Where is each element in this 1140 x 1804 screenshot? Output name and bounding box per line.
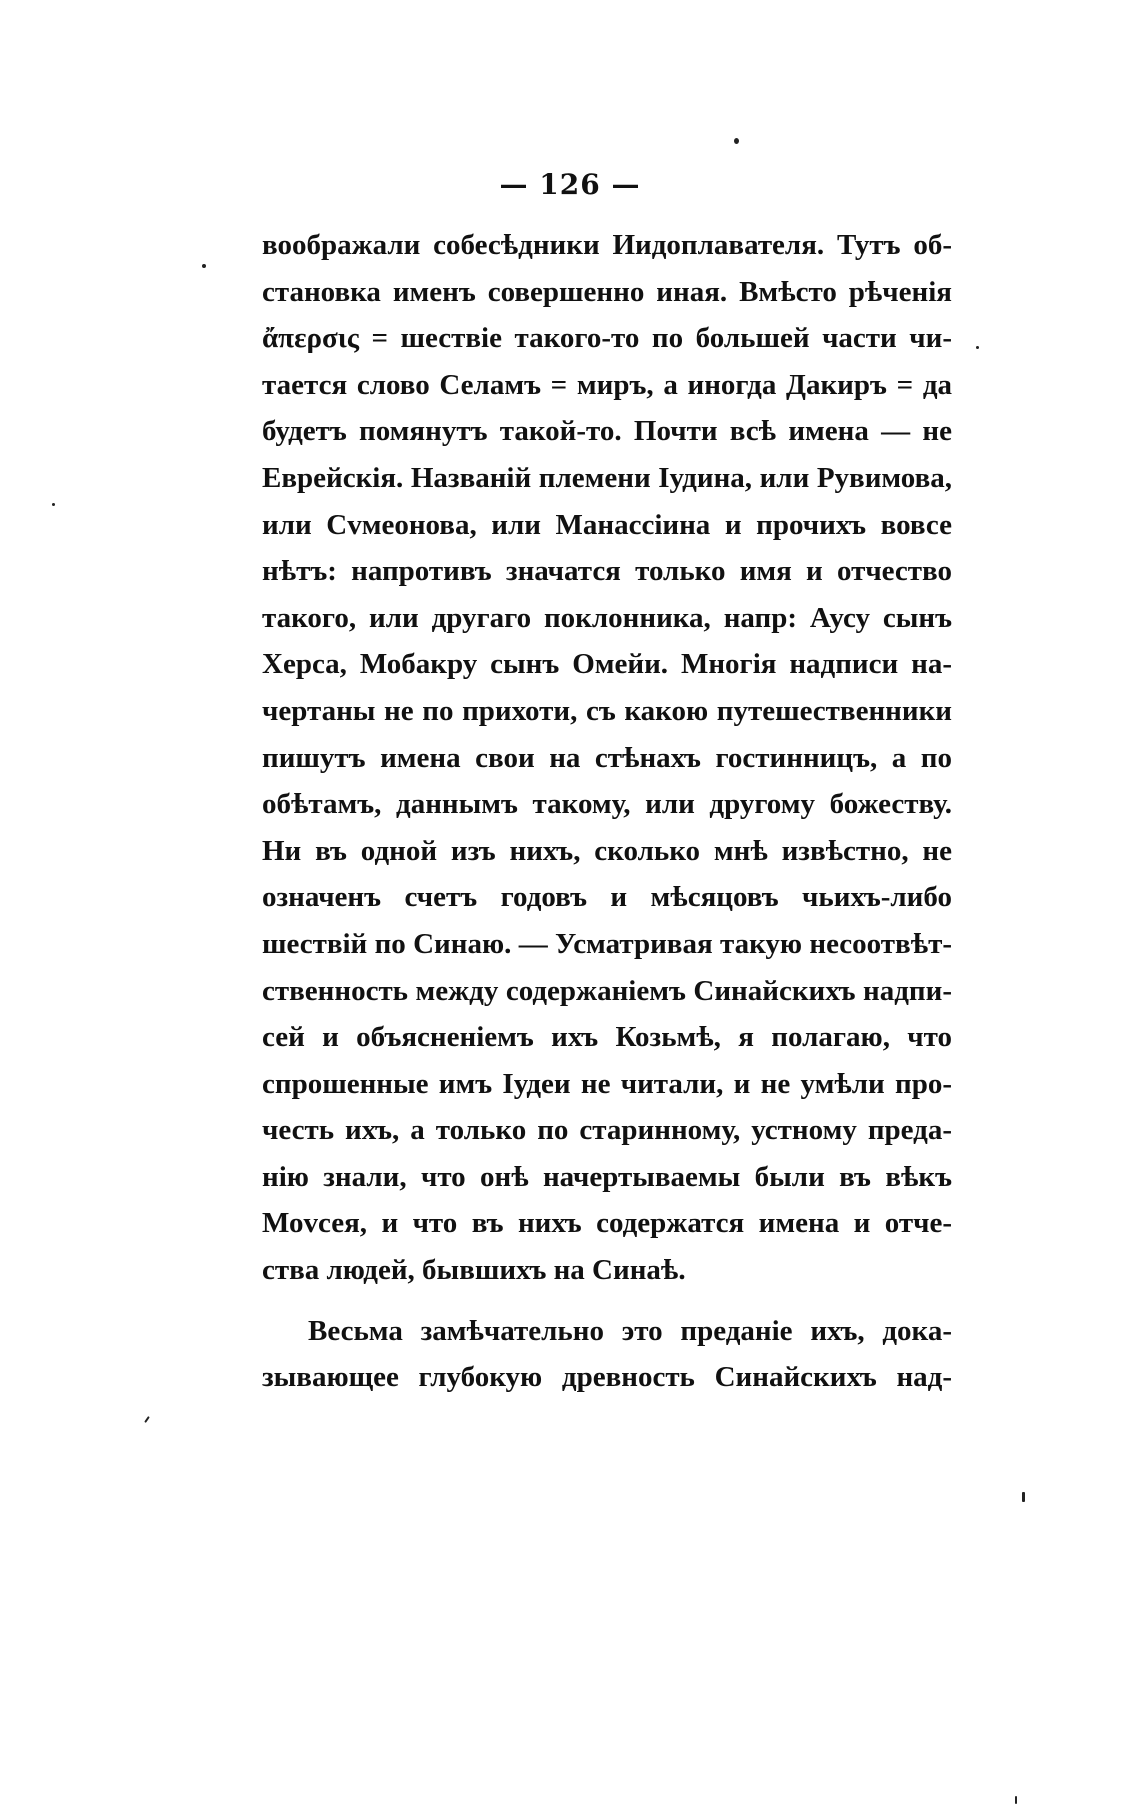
text-line: означенъ счетъ годовъ и мѣсяцовъ чьихъ-либо bbox=[262, 881, 952, 914]
text-line: воображали собесѣдники Иидоплавателя. Тутъ об- bbox=[262, 229, 952, 261]
scan-speck bbox=[734, 138, 739, 144]
text-line: Весьма замѣчательно это преданіе ихъ, дока- bbox=[308, 1314, 952, 1347]
scan-speck bbox=[52, 503, 55, 506]
text-line: Еврейскія. Названій племени Іудина, или Рувимова, bbox=[262, 461, 952, 494]
text-line: нѣтъ: напротивъ значатся только имя и отчество bbox=[262, 555, 952, 588]
text-line: ства людей, бывшихъ на Синаѣ. bbox=[262, 1254, 686, 1287]
text-line: становка именъ совершенно иная. Вмѣсто рѣченія bbox=[262, 275, 952, 308]
text-line: тается слово Селамъ = миръ, а иногда Дакиръ = да bbox=[262, 368, 952, 401]
body-text bbox=[262, 222, 952, 1401]
text-line: будетъ помянутъ такой-то. Почти всѣ имена — не bbox=[262, 415, 952, 448]
scan-speck bbox=[144, 1416, 150, 1423]
text-line: ственность между содержаніемъ Синайскихъ надпи- bbox=[262, 974, 952, 1007]
text-line: нію знали, что онѣ начертываемы были въ вѣкъ bbox=[262, 1160, 952, 1193]
text-line: такого, или другаго поклонника, напр: Аусу сынъ bbox=[262, 601, 952, 634]
text-line: честь ихъ, а только по старинному, устному преда- bbox=[262, 1114, 952, 1147]
text-line: обѣтамъ, даннымъ такому, или другому божеству. bbox=[262, 788, 952, 821]
text-line: или Сvмеонова, или Манассіина и прочихъ вовсе bbox=[262, 508, 952, 541]
text-line: Ни въ одной изъ нихъ, сколько мнѣ извѣстно, не bbox=[262, 834, 952, 867]
scan-speck bbox=[976, 346, 979, 349]
paragraph-2 bbox=[262, 1308, 952, 1401]
text-line: Херса, Мобакру сынъ Омейи. Многія надписи на- bbox=[262, 648, 952, 681]
scan-speck bbox=[202, 264, 206, 268]
paragraph-gap bbox=[262, 1294, 952, 1308]
text-line: шествій по Синаю. — Усматривая такую несоотвѣт- bbox=[262, 927, 952, 960]
text-line: Моvсея, и что въ нихъ содержатся имена и отче- bbox=[262, 1207, 952, 1240]
text-line: спрошенные имъ Іудеи не читали, и не умѣли про- bbox=[262, 1067, 952, 1100]
text-line: сей и объясненіемъ ихъ Козьмѣ, я полагаю, что bbox=[262, 1021, 952, 1054]
text-line: ἄπερσις = шествіе такого-то по большей части чи- bbox=[262, 322, 952, 355]
text-line: пишутъ имена свои на стѣнахъ гостинницъ, а по bbox=[262, 741, 952, 774]
text-line: чертаны не по прихоти, съ какою путешественники bbox=[262, 694, 952, 727]
page-number: — 126 — bbox=[499, 168, 641, 201]
text-line: зывающее глубокую древность Синайскихъ над- bbox=[262, 1361, 952, 1394]
paragraph-1 bbox=[262, 222, 952, 1294]
scan-speck bbox=[1022, 1492, 1025, 1502]
scan-speck bbox=[1015, 1796, 1017, 1804]
